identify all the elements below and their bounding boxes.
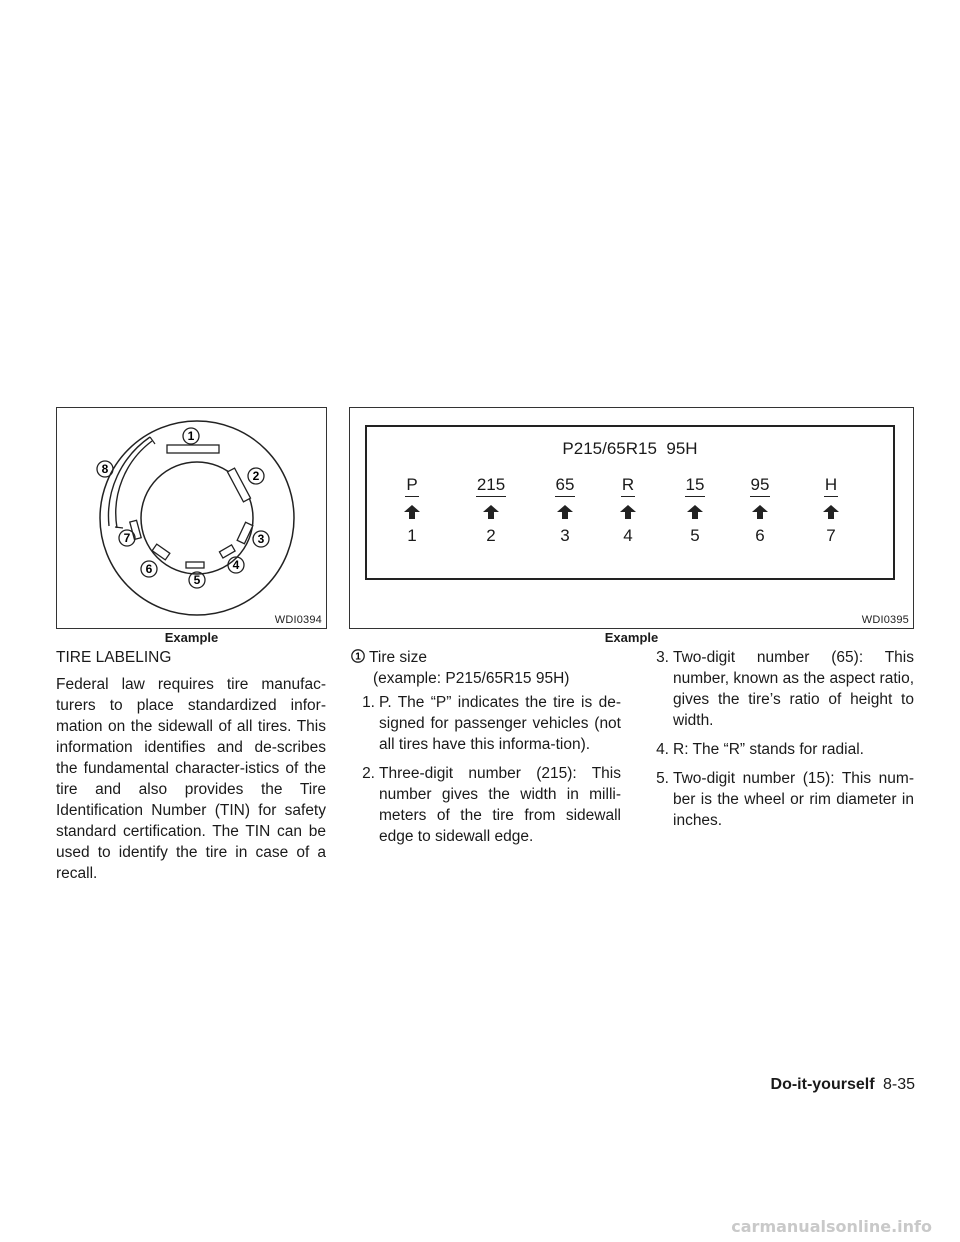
- segment-text: 15: [685, 475, 705, 494]
- tire-size-figure: [349, 407, 914, 629]
- up-arrow-icon: [823, 505, 839, 519]
- up-arrow-icon: [404, 505, 420, 519]
- label-1: 1: [187, 429, 195, 443]
- up-arrow-icon: [687, 505, 703, 519]
- figure-caption: Example: [164, 630, 219, 645]
- segment-underline: [555, 496, 575, 497]
- item-example: (example: P215/65R15 95H): [373, 670, 570, 687]
- segment-underline: [405, 496, 419, 497]
- segment-text: H: [824, 475, 838, 494]
- up-arrow-icon: [557, 505, 573, 519]
- item-tire-size: [349, 647, 621, 668]
- column-1: [56, 647, 326, 884]
- segment-number: 3: [560, 526, 570, 545]
- label-3: 3: [257, 532, 265, 546]
- label-2: 2: [252, 469, 260, 483]
- list-item: 4. R: The “R” stands for radial.: [656, 741, 864, 758]
- segment-number: 2: [486, 526, 496, 545]
- column-3: [643, 647, 914, 839]
- segment-underline: [621, 496, 635, 497]
- tire-size-panel: [365, 425, 895, 580]
- section-heading: TIRE LABELING: [56, 649, 172, 666]
- list-item: 1. P. The “P” indicates the tire is de-signed for passenger vehicles (not all tires have this informa-tion).: [362, 694, 621, 753]
- list-item: 2. Three-digit number (215): This number gives the width in milli-meters of the tire from sidewall edge to sidewall edge.: [362, 765, 621, 845]
- label-7: 7: [123, 531, 131, 545]
- up-arrow-icon: [620, 505, 636, 519]
- label-5: 5: [193, 573, 201, 587]
- label-6: 6: [145, 562, 153, 576]
- segment-underline: [824, 496, 838, 497]
- segment-number: 4: [623, 526, 633, 545]
- figure-caption-right: Example: [604, 630, 659, 645]
- tire-sidewall-figure: [56, 407, 327, 629]
- intro-paragraph: Federal law requires tire manufac-turers to place standardized infor-mation on the sidewall of all tires. This information identifies and de-scribes the fundamental character-istics of the tire and also provides the Tire Identification Number (TIN) for safety standard certification. The TIN can be used to identify the tire in case of a recall.: [56, 676, 326, 882]
- circled-number-1-icon: [351, 649, 365, 663]
- up-arrow-icon: [752, 505, 768, 519]
- column-2: [349, 647, 621, 855]
- page-footer: [771, 1076, 915, 1094]
- item-title: Tire size: [369, 649, 427, 666]
- segment-underline: [476, 496, 506, 497]
- figure-code-right: WDI0395: [861, 614, 909, 626]
- list-item: 3. Two-digit number (65): This number, known as the aspect ratio, gives the tire’s ratio of height to width.: [656, 649, 914, 729]
- up-arrow-icon: [483, 505, 499, 519]
- figure-code: WDI0394: [274, 614, 322, 626]
- segment-number: 7: [826, 526, 836, 545]
- segment-text: 95: [750, 475, 770, 494]
- segment-underline: [685, 496, 705, 497]
- segment-text: P: [406, 475, 418, 494]
- segment-number: 1: [407, 526, 417, 545]
- segment-text: 65: [555, 475, 575, 494]
- segment-number: 5: [690, 526, 700, 545]
- segment-text: R: [621, 475, 635, 494]
- label-8: 8: [101, 462, 109, 476]
- list-item: 5. Two-digit number (15): This num-ber is the wheel or rim diameter in inches.: [656, 770, 914, 829]
- page-number: 8-35: [882, 1076, 915, 1093]
- watermark: carmanualsonline.info: [731, 1217, 932, 1236]
- segment-text: 215: [476, 475, 506, 494]
- segment-number: 6: [755, 526, 765, 545]
- tire-size-string: P215/65R15 95H: [562, 439, 698, 458]
- label-4: 4: [232, 558, 240, 572]
- footer-section: Do-it-yourself: [770, 1076, 875, 1093]
- tire-sidewall-diagram: [57, 408, 326, 628]
- svg-text:1: 1: [355, 651, 361, 663]
- segment-underline: [750, 496, 770, 497]
